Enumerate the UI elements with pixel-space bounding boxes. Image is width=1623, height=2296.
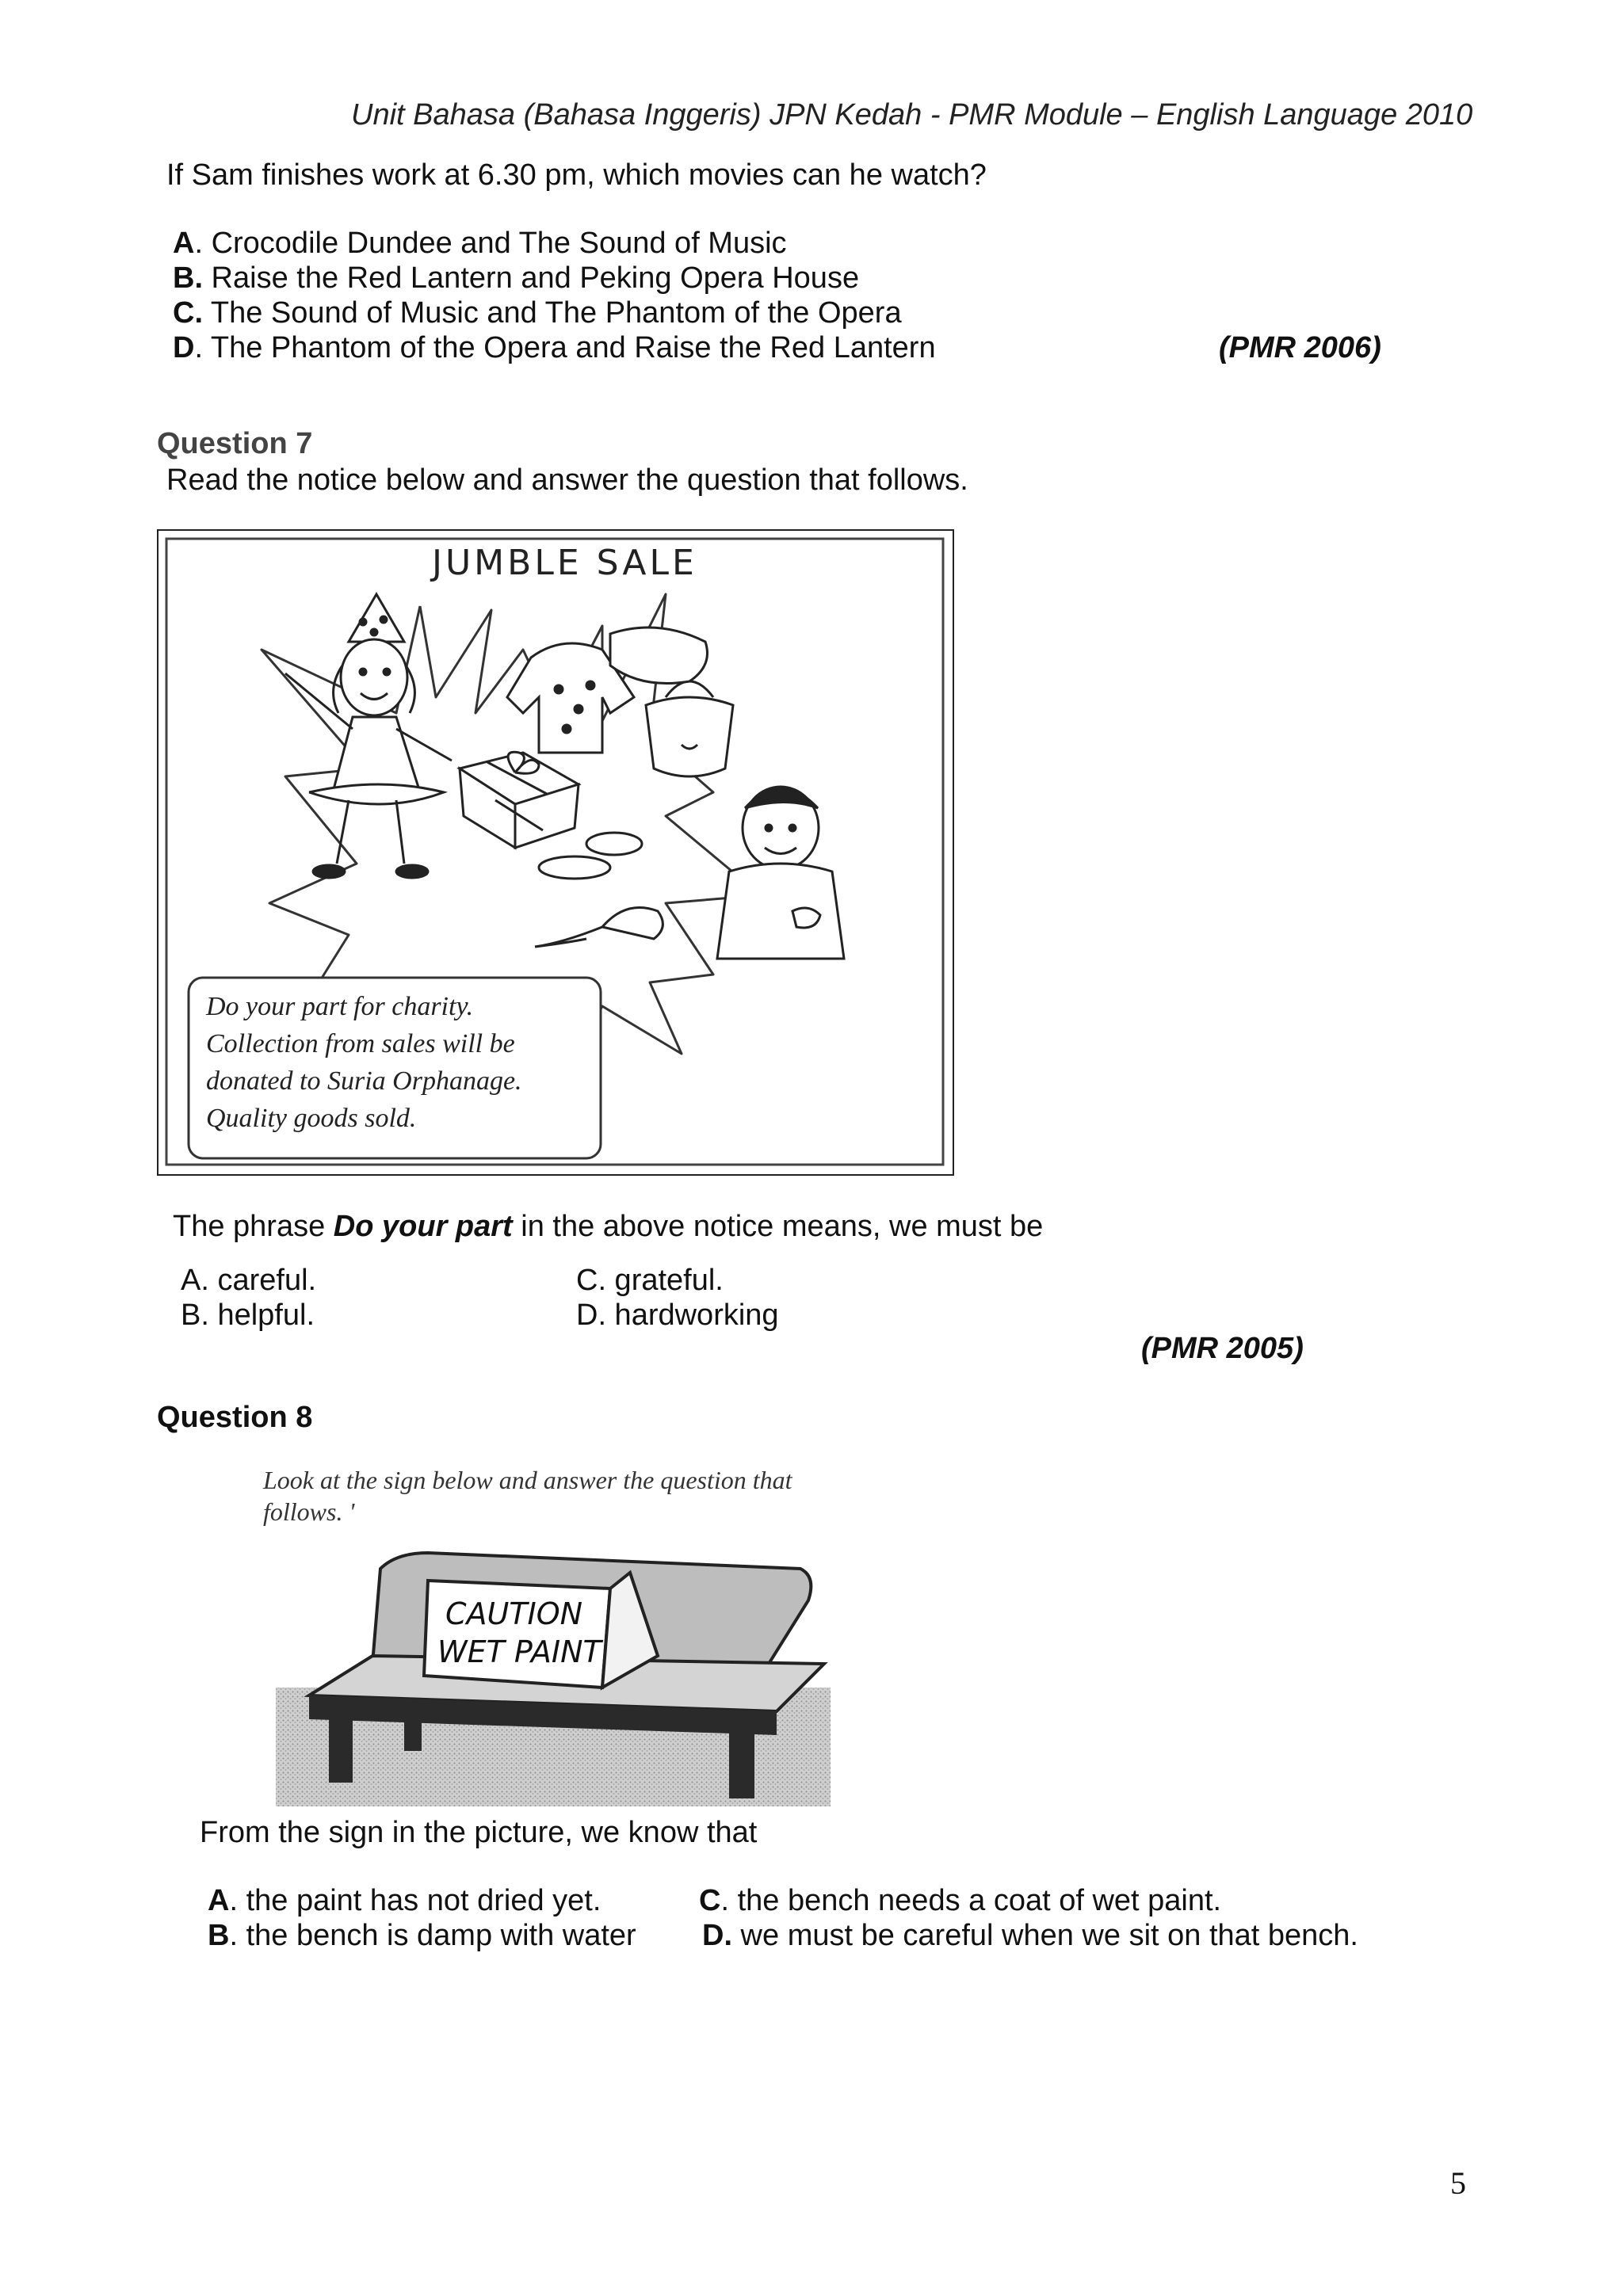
question-7-option-a: A. careful. bbox=[181, 1264, 317, 1297]
question-8-option-b bbox=[208, 1918, 636, 1953]
option-text: . the bench is damp with water bbox=[229, 1919, 636, 1952]
question-6-option-a bbox=[173, 226, 787, 261]
option-text: . The Phantom of the Opera and Raise the Red Lantern bbox=[194, 331, 936, 364]
caption-line: follows. ' bbox=[263, 1497, 355, 1526]
option-letter: D. bbox=[702, 1919, 732, 1952]
caption-line: Look at the sign below and answer the question that bbox=[263, 1466, 792, 1494]
notice-line: donated to Suria Orphanage. bbox=[206, 1066, 522, 1096]
boy-drawing bbox=[717, 787, 844, 959]
gift-box-drawing bbox=[460, 752, 579, 848]
notice-line: Quality goods sold. bbox=[206, 1104, 417, 1133]
question-6-stem: If Sam finishes work at 6.30 pm, which movies can he watch? bbox=[166, 158, 987, 192]
question-7-option-c: C. grateful. bbox=[576, 1264, 724, 1297]
question-6-option-b bbox=[173, 261, 859, 296]
question-6-option-c bbox=[173, 296, 902, 330]
option-text: we must be careful when we sit on that bench. bbox=[732, 1919, 1358, 1952]
question-7-option-b: B. helpful. bbox=[181, 1299, 315, 1332]
notice-title: JUMBLE SALE bbox=[432, 543, 697, 583]
girl-clown-drawing bbox=[285, 594, 452, 878]
option-letter: C bbox=[699, 1884, 721, 1917]
option-letter: B bbox=[208, 1919, 230, 1952]
question-6-source: (PMR 2006) bbox=[1219, 331, 1381, 364]
bench-illustration bbox=[254, 1458, 856, 1814]
stem-emphasis: Do your part bbox=[333, 1210, 513, 1243]
option-letter: C. bbox=[173, 296, 203, 330]
option-text: . Crocodile Dundee and The Sound of Music bbox=[194, 227, 787, 260]
bench-sign-image bbox=[254, 1458, 856, 1814]
notice-line: Collection from sales will be bbox=[206, 1029, 515, 1058]
question-7-instruction: Read the notice below and answer the question that follows. bbox=[166, 463, 968, 497]
question-6-option-d bbox=[173, 330, 936, 365]
option-text: . the bench needs a coat of wet paint. bbox=[720, 1884, 1222, 1917]
option-text: . the paint has not dried yet. bbox=[229, 1884, 601, 1917]
page-header: Unit Bahasa (Bahasa Inggeris) JPN Kedah - PMR Module – English Language 2010 bbox=[351, 98, 1473, 132]
question-8-option-c bbox=[699, 1883, 1221, 1918]
stem-before: The phrase bbox=[173, 1210, 334, 1243]
option-letter: A bbox=[208, 1884, 230, 1917]
cap-drawing bbox=[535, 908, 663, 948]
question-8-option-a bbox=[208, 1883, 601, 1918]
sign-line-2: WET PAINT bbox=[437, 1634, 601, 1669]
question-7-source: (PMR 2005) bbox=[1141, 1332, 1304, 1365]
question-7-heading: Question 7 bbox=[157, 427, 313, 460]
stem-after: in the above notice means, we must be bbox=[512, 1210, 1044, 1243]
shoes-drawing bbox=[539, 833, 642, 879]
question-7-stem bbox=[173, 1209, 1043, 1244]
jumble-sale-notice bbox=[157, 529, 954, 1176]
option-letter: D bbox=[173, 331, 195, 364]
page-number: 5 bbox=[1450, 2165, 1466, 2201]
option-letter: A bbox=[173, 227, 195, 260]
option-text: The Sound of Music and The Phantom of the Opera bbox=[203, 296, 902, 330]
notice-line: Do your part for charity. bbox=[206, 992, 474, 1021]
question-7-option-d: D. hardworking bbox=[576, 1299, 779, 1332]
sign-line-1: CAUTION bbox=[445, 1596, 583, 1631]
notice-body bbox=[206, 988, 522, 1137]
question-8-option-d bbox=[702, 1918, 1358, 1953]
option-text: Raise the Red Lantern and Peking Opera House bbox=[203, 261, 860, 295]
question-8-stem: From the sign in the picture, we know that bbox=[200, 1816, 758, 1849]
option-letter: B. bbox=[173, 261, 203, 295]
question-8-heading: Question 8 bbox=[157, 1401, 313, 1434]
